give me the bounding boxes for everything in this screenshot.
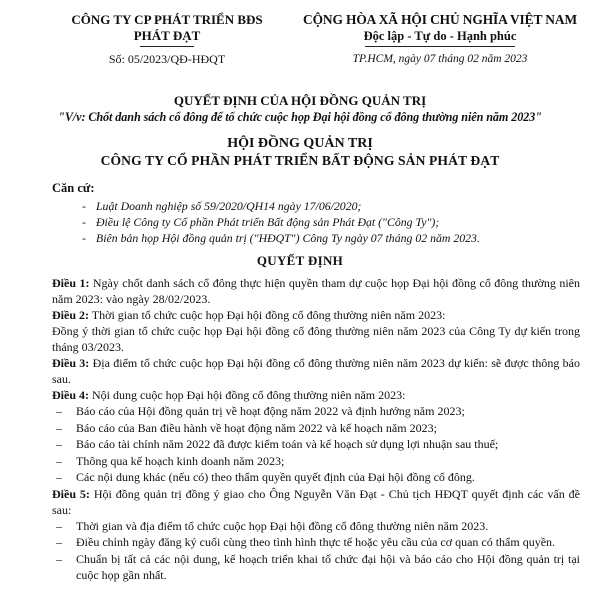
article-label: Điều 5:	[52, 486, 90, 501]
article-label: Điều 1:	[52, 276, 90, 290]
decision-title: QUYẾT ĐỊNH CỦA HỘI ĐỒNG QUẢN TRỊ	[173, 93, 427, 108]
place-date: TP.HCM, ngày 07 tháng 02 năm 2023	[352, 53, 528, 65]
issuer-header	[62, 12, 272, 67]
national-header	[290, 12, 590, 67]
article-3	[52, 355, 580, 387]
article-5	[52, 486, 580, 518]
article-label: Điều 4:	[52, 388, 89, 402]
decides-heading: QUYẾT ĐỊNH	[256, 253, 344, 268]
decision-subject: "V/v: Chốt danh sách cổ đông để tổ chức cuộc họp Đại hội đồng cổ đông thường niên năm 2023"	[58, 110, 542, 124]
list-item: – Báo cáo của Hội đồng quản trị về hoạt động năm 2022 và định hướng năm 2023;	[52, 403, 580, 420]
article-5-items	[52, 518, 580, 584]
company-name-line2: PHÁT ĐẠT	[133, 28, 201, 43]
legal-basis-item: - Điều lệ Công ty Cổ phần Phát triển Bất động sản Phát Đạt ("Công Ty");	[82, 214, 572, 230]
board-company-name: CÔNG TY CỔ PHẦN PHÁT TRIỂN BẤT ĐỘNG SẢN PHÁT ĐẠT	[100, 153, 500, 168]
legal-basis-heading: Căn cứ:	[52, 181, 95, 195]
article-label: Điều 3:	[52, 356, 90, 370]
list-item: – Thời gian và địa điểm tổ chức cuộc họp Đại hội đồng cổ đông thường niên năm 2023.	[52, 518, 580, 535]
national-title: CỘNG HÒA XÃ HỘI CHỦ NGHĨA VIỆT NAM	[303, 12, 577, 27]
list-item: – Chuẩn bị tất cả các nội dung, kế hoạch triển khai tổ chức đại hội và báo cáo cho Hội đồng quản trị tại cuộc họp gần nhất.	[52, 551, 580, 584]
list-item: – Thông qua kế hoạch kinh doanh năm 2023;	[52, 453, 580, 470]
list-item: – Báo cáo của Ban điều hành về hoạt động năm 2022 và kế hoạch năm 2023;	[52, 420, 580, 437]
article-text: Nội dung cuộc họp Đại hội đồng cổ đông thường niên năm 2023:	[89, 388, 406, 402]
company-name-line1: CÔNG TY CP PHÁT TRIỂN BĐS	[71, 12, 263, 27]
article-text: Ngày chốt danh sách cổ đông thực hiện quyền tham dự cuộc họp Đại hội đồng cổ đông thường niên năm 2023: vào ngày 28/02/2023.	[52, 276, 580, 306]
article-2-continuation: Đồng ý thời gian tổ chức cuộc họp Đại hội đồng cổ đông thường niên năm 2023 của Công Ty dự kiến trong tháng 03/2023.	[52, 324, 580, 354]
legal-basis	[52, 181, 572, 246]
national-motto: Độc lập - Tự do - Hạnh phúc	[363, 29, 517, 43]
article-4	[52, 387, 580, 403]
list-item: – Báo cáo tài chính năm 2022 đã được kiểm toán và kế hoạch sử dụng lợi nhuận sau thuế;	[52, 436, 580, 453]
article-text: Thời gian tổ chức cuộc họp Đại hội đồng cổ đông thường niên năm 2023:	[89, 308, 446, 322]
legal-basis-item: - Biên bản họp Hội đồng quản trị ("HĐQT") Công Ty ngày 07 tháng 02 năm 2023.	[82, 230, 572, 246]
article-2	[52, 307, 580, 323]
article-1	[52, 275, 580, 307]
article-label: Điều 2:	[52, 308, 89, 322]
article-text: Hội đồng quản trị đồng ý giao cho Ông Nguyễn Văn Đạt - Chủ tịch HĐQT quyết định các vấn đề sau:	[52, 486, 581, 517]
legal-basis-list	[82, 198, 572, 246]
article-text: Địa điểm tổ chức cuộc họp Đại hội đồng cổ đông thường niên năm 2023 dự kiến: sẽ được thông báo sau.	[52, 356, 580, 386]
document-number: Số: 05/2023/QĐ-HĐQT	[108, 52, 226, 66]
legal-basis-item: - Luật Doanh nghiệp số 59/2020/QH14 ngày 17/06/2020;	[82, 198, 572, 214]
list-item: – Điều chỉnh ngày đăng ký cuối cùng theo tình hình thực tế hoặc yêu cầu của cơ quan có thẩm quyền.	[52, 534, 580, 551]
list-item: – Các nội dung khác (nếu có) theo thẩm quyền quyết định của Đại hội đồng cổ đông.	[52, 469, 580, 486]
article-4-items	[52, 403, 580, 486]
header-divider-left	[140, 46, 194, 47]
board-title: HỘI ĐỒNG QUẢN TRỊ	[227, 136, 373, 151]
title-block	[0, 93, 600, 169]
header-divider-right	[365, 46, 515, 47]
articles	[52, 275, 580, 584]
